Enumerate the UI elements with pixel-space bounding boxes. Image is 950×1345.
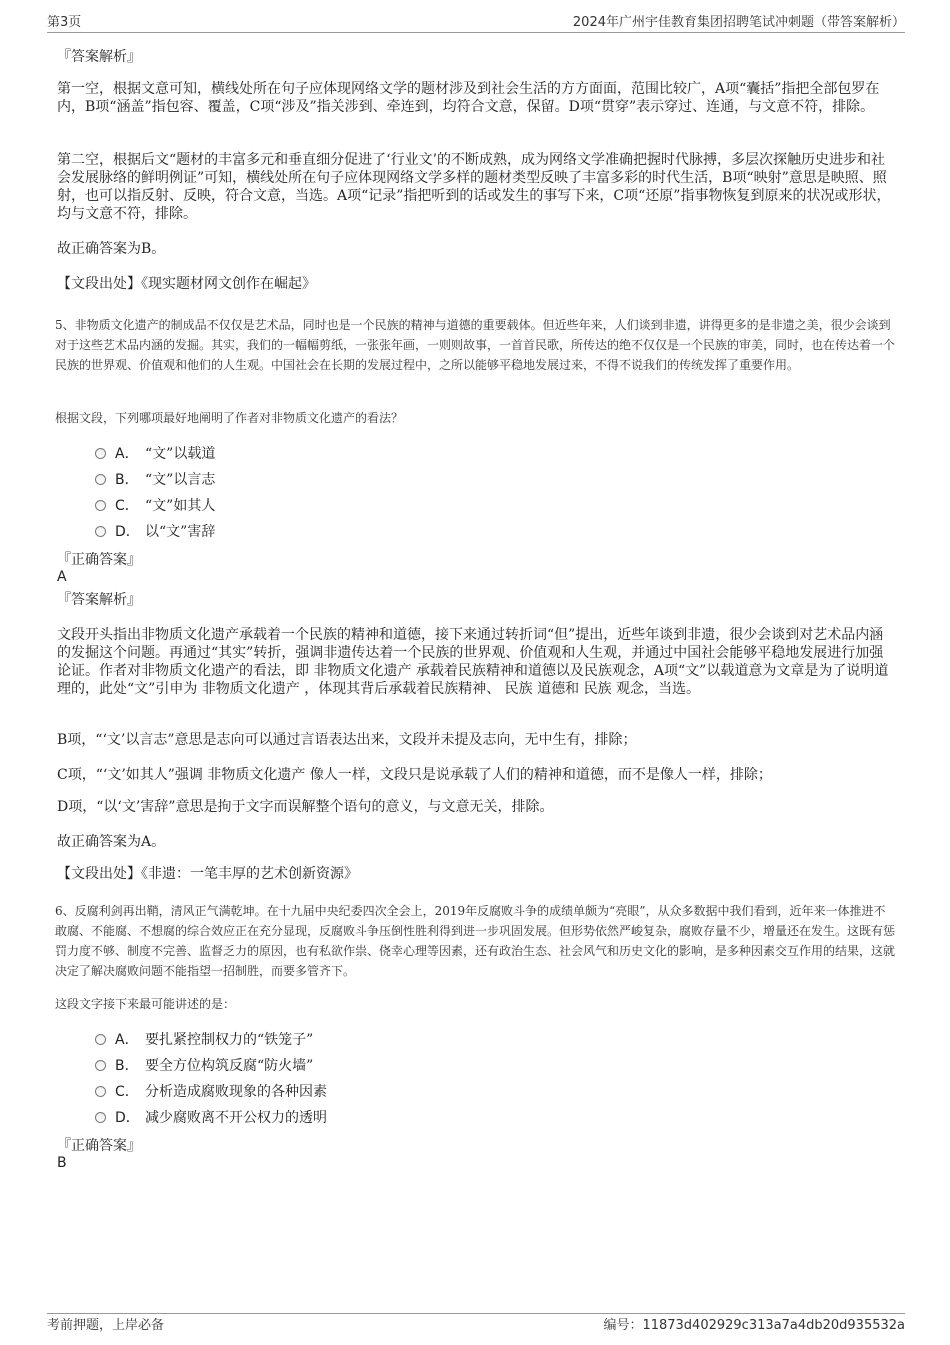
question-text: 5、非物质文化遗产的制成品不仅仅是艺术品，同时也是一个民族的精神与道德的重要载体。但近些年来，人们谈到非遗，讲得更多的是非遗之美，很少会谈到对于这些艺术品内涵的发掘。其实，我们的一幅幅剪纸，一张张年画，一则则故事，一首首民歌，所传达的绝不仅仅是一个民族的审美，同时，也在传达着一个民族的世界观、价值观和他们的人生观。中国社会在长期的发展过程中，之所以能够平稳地发展过来，不得不说我们的传统发挥了重要作用。: [55, 318, 896, 372]
answer-value: B: [57, 1155, 67, 1171]
analysis-paragraph: D项，“以‘文’害辞”意思是拘于文字而误解整个语句的意义，与文意无关，排除。: [57, 799, 554, 815]
source: 【文段出处】《现实题材网文创作在崛起》: [57, 276, 316, 292]
radio-icon[interactable]: [95, 500, 106, 511]
option-d[interactable]: D． 减少腐败离不开公权力的透明: [95, 1109, 327, 1127]
radio-icon[interactable]: [95, 448, 106, 459]
radio-icon[interactable]: [95, 1112, 106, 1123]
radio-icon[interactable]: [95, 526, 106, 537]
analysis-paragraph: 第一空，根据文意可知，横线处所在句子应体现网络文学的题材涉及到社会生活的方方面面，范围比较广，A项“囊括”指把全部包罗在内，B项“涵盖”指包容、覆盖，C项“涉及”指关涉到、牵连到，均符合文意，保留。D项“贯穿”表示穿过、连通，与文意不符，排除。: [57, 81, 880, 115]
answer-label: 『正确答案』: [57, 1138, 141, 1154]
conclusion: 故正确答案为B。: [57, 241, 166, 257]
option-c[interactable]: C． 分析造成腐败现象的各种因素: [95, 1083, 327, 1101]
question-text: 6、反腐利剑再出鞘，清风正气满乾坤。在十九届中央纪委四次全会上，2019年反腐败斗争的成绩单颇为“亮眼”，从众多数据中我们看到，近年来一体推进不敢腐、不能腐、不想腐的综合效应正在充分显现，反腐败斗争压倒性胜利得到进一步巩固发展。但形势依然严峻复杂，腐败存量不少，增量还在发生。这既有惩罚力度不够、制度不完善、监督乏力的原因，也有私欲作祟、侥幸心理等因素，还有政治生态、社会风气和历史文化的影响，是多种因素交互作用的结果，这就决定了解决腐败问题不能指望一招制胜，而要多管齐下。: [55, 904, 896, 978]
option-b[interactable]: B． 要全方位构筑反腐“防火墙”: [95, 1057, 313, 1075]
radio-icon[interactable]: [95, 1060, 106, 1071]
option-d[interactable]: D． 以“文”害辞: [95, 523, 215, 541]
radio-icon[interactable]: [95, 1086, 106, 1097]
analysis-paragraph: 文段开头指出非物质文化遗产承载着一个民族的精神和道德，接下来通过转折词“但”提出，近些年谈到非遗，很少会谈到对艺术品内涵的发掘这个问题。再通过“其实”转折，强调非遗传达着一个民族的世界观、价值观和人生观，并通过中国社会能够平稳地发展进行加强论证。作者对非物质文化遗产的看法，即 非物质文化遗产 承载着民族精神和道德以及民族观念，A项“文”以载道意为文章是为了说明道理的，此处“文”引申为 非物质文化遗产 ，体现其背后承载着民族精神、 民族 道德和 民族 观念，当选。: [57, 627, 889, 697]
document-id: 编号：11873d402929c313a7a4db20d935532a: [603, 1318, 905, 1333]
radio-icon[interactable]: [95, 474, 106, 485]
document-title: 2024年广州宇佳教育集团招聘笔试冲刺题（带答案解析）: [572, 15, 905, 30]
option-b[interactable]: B． “文”以言志: [95, 471, 215, 489]
page-header: [47, 14, 905, 33]
option-a[interactable]: A． “文”以载道: [95, 445, 215, 463]
question-prompt: 这段文字接下来最可能讲述的是：: [55, 997, 236, 1011]
source: 【文段出处】《非遗：一笔丰厚的艺术创新资源》: [57, 866, 358, 882]
analysis-paragraph: 第二空，根据后文“题材的丰富多元和垂直细分促进了‘行业文’的不断成熟，成为网络文学准确把握时代脉搏，多层次探触历史进步和社会发展脉络的鲜明例证”可知，横线处所在句子应体现网络文学多样的题材类型反映了丰富多彩的时代生活，B项“映射”意思是映照、照射，也可以指反射、反映，符合文意，当选。A项“记录”指把听到的话或发生的事写下来，C项“还原”指事物恢复到原来的状况或形状，均与文意不符，排除。: [57, 152, 891, 222]
analysis-label: 『答案解析』: [57, 49, 141, 65]
radio-icon[interactable]: [95, 1034, 106, 1045]
conclusion: 故正确答案为A。: [57, 834, 166, 850]
page-number: 第3页: [47, 15, 82, 30]
analysis-paragraph: B项，“‘文’以言志”意思是志向可以通过言语表达出来，文段并未提及志向，无中生有，排除；: [57, 732, 637, 748]
option-a[interactable]: A． 要扎紧控制权力的“铁笼子”: [95, 1031, 313, 1049]
answer-label: 『正确答案』: [57, 552, 141, 568]
footer-slogan: 考前押题，上岸必备: [47, 1318, 165, 1333]
analysis-paragraph: C项，“‘文’如其人”强调 非物质文化遗产 像人一样，文段只是说承载了人们的精神和道德，而不是像人一样，排除；: [57, 767, 772, 783]
question-prompt: 根据文段，下列哪项最好地阐明了作者对非物质文化遗产的看法？: [55, 411, 404, 425]
analysis-label: 『答案解析』: [57, 592, 141, 608]
option-c[interactable]: C． “文”如其人: [95, 497, 215, 515]
answer-value: A: [57, 569, 67, 585]
page-footer: [47, 1313, 905, 1333]
